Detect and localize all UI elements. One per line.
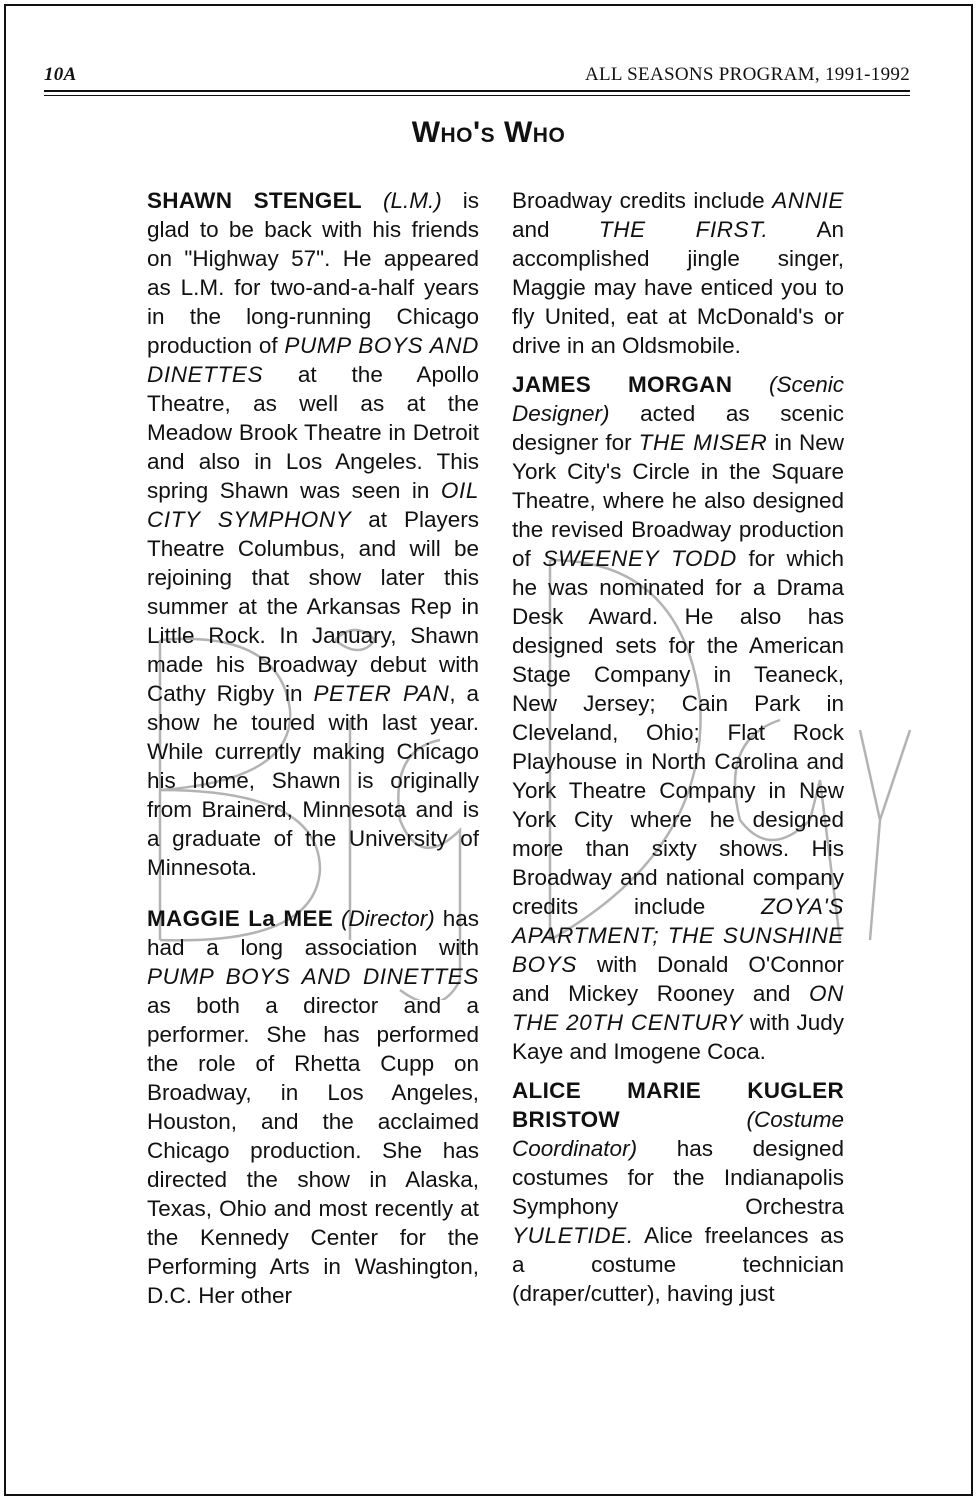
page-folio: 10A xyxy=(44,64,77,85)
bio-text: in New York City's Circle in the Square Theatre, where he also designed the revised Broadway production of xyxy=(512,430,844,571)
running-header xyxy=(44,64,910,86)
production-title: ZOYA'S APARTMENT; THE SUNSHINE BOYS xyxy=(512,894,844,977)
bio-text: and xyxy=(512,217,599,242)
header-rule-thick xyxy=(44,90,910,92)
bio-name: SHAWN STENGEL xyxy=(147,188,362,213)
left-column xyxy=(147,186,479,1332)
bio-name: JAMES MORGAN xyxy=(512,372,733,397)
bio-text: at the Apollo Theatre, as well as at the Meadow Brook Theatre in Detroit and also in Los Angeles. This spring Shawn was seen in xyxy=(147,362,479,503)
bio-text: Broadway credits include xyxy=(512,188,773,213)
bio-role: (Scenic Designer) xyxy=(512,372,844,426)
bio-text: An accomplished jingle singer, Maggie may have enticed you to fly United, eat at McDonald's or drive in an Oldsmobile. xyxy=(512,217,844,358)
bio-alice-marie-kugler-bristow xyxy=(512,1076,844,1308)
bio-text: has had a long association with xyxy=(147,906,479,960)
bio-role: (Costume Coordinator) xyxy=(512,1107,844,1161)
production-title: YULETIDE. xyxy=(512,1223,634,1248)
bio-text: acted as scenic designer for xyxy=(512,401,844,455)
bio-text: with Donald O'Connor and Mickey Rooney and xyxy=(512,952,844,1006)
production-title: PUMP BOYS AND DINETTES xyxy=(147,333,480,387)
bio-role: (L.M.) xyxy=(382,188,442,213)
production-title: THE FIRST. xyxy=(598,217,769,242)
production-title: ON THE 20TH CENTURY xyxy=(512,981,844,1035)
bio-text: as both a director and a performer. She has performed the role of Rhetta Cupp on Broadway, in Los Angeles, Houston, and the acclaimed Chicago production. She has directed the show in Alaska, Texas, Ohio and most recently at the Kennedy Center for the Performing Arts in Washington, D.C. Her other xyxy=(147,993,479,1308)
publication-title: ALL SEASONS PROGRAM, 1991-1992 xyxy=(585,64,910,85)
header-rule-thin xyxy=(44,95,910,96)
bio-text: Alice freelances as a costume technician (draper/cutter), having just xyxy=(512,1223,844,1306)
bio-name: ALICE MARIE KUGLER BRISTOW xyxy=(512,1078,844,1132)
production-title: THE MISER xyxy=(638,430,768,455)
bio-name: MAGGIE La MEE xyxy=(147,906,334,931)
production-title: SWEENEY TODD xyxy=(542,546,737,571)
section-title: Who's Who xyxy=(411,116,566,149)
bio-maggie-continued xyxy=(512,186,844,360)
bio-text: is glad to be back with his friends on "Highway 57". He appeared as L.M. for two-and-a-half years in the long-running Chicago production of xyxy=(147,188,479,358)
bio-text: for which he was nominated for a Drama Desk Award. He also has designed sets for the American Stage Company in Teaneck, New Jersey; Cain Park in Cleveland, Ohio; Flat Rock Playhouse in North Carolina and York Theatre Company in New York City where he designed more than sixty shows. His Broadway and national company credits include xyxy=(512,546,844,919)
production-title: PUMP BOYS AND DINETTES xyxy=(147,964,479,989)
production-title: OIL CITY SYMPHONY xyxy=(147,478,479,532)
bio-role: (Director) xyxy=(341,906,435,931)
bio-james-morgan xyxy=(512,370,844,1066)
bio-shawn-stengel xyxy=(147,186,479,882)
bio-text: with Judy Kaye and Imogene Coca. xyxy=(512,1010,844,1064)
bio-text: at Players Theatre Columbus, and will be rejoining that show later this summer at the Arkansas Rep in Little Rock. In January, Shawn made his Broadway debut with Cathy Rigby in xyxy=(147,507,479,706)
bio-maggie-la-mee xyxy=(147,904,479,1310)
bio-text: , a show he toured with last year. While currently making Chicago his home, Shawn is originally from Brainerd, Minnesota and is a graduate of the University of Minnesota. xyxy=(147,681,479,880)
bio-text: has designed costumes for the Indianapolis Symphony Orchestra xyxy=(512,1136,844,1219)
production-title: PETER PAN xyxy=(313,681,450,706)
right-column xyxy=(512,186,844,1330)
production-title: ANNIE xyxy=(772,188,844,213)
